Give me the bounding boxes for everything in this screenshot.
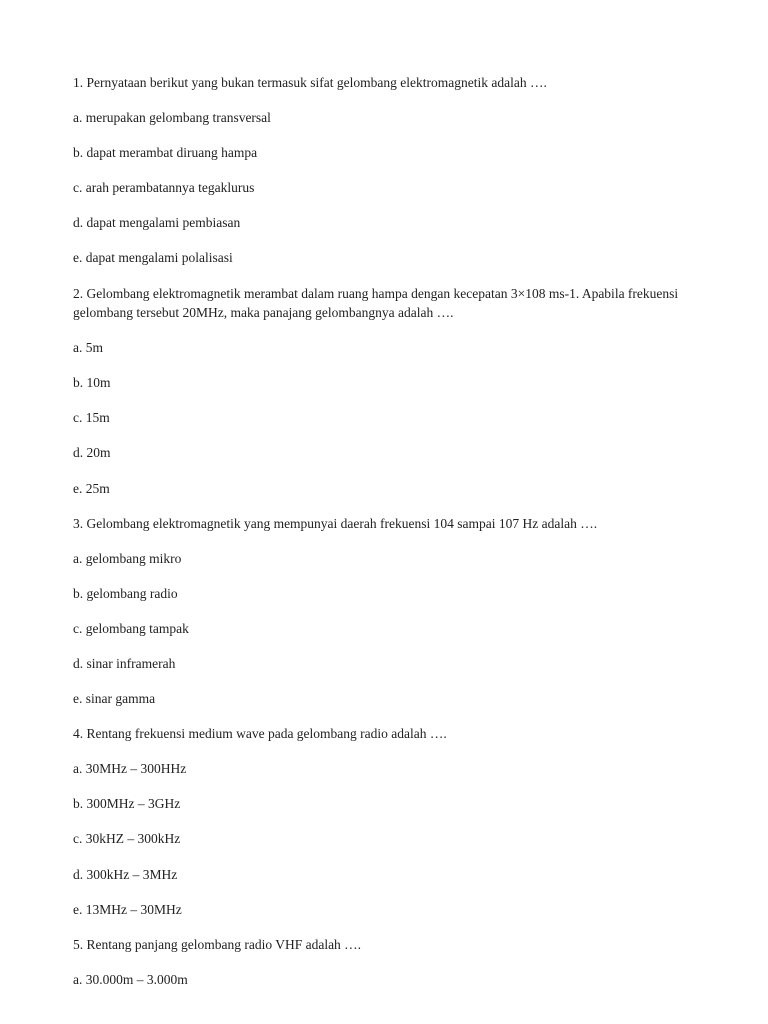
question-1-option-c: c. arah perambatannya tegaklurus xyxy=(73,180,255,196)
question-1-option-d: d. dapat mengalami pembiasan xyxy=(73,215,241,231)
question-1-option-e: e. dapat mengalami polalisasi xyxy=(73,250,233,266)
question-4-option-d: d. 300kHz – 3MHz xyxy=(73,866,178,882)
question-1-option-b: b. dapat merambat diruang hampa xyxy=(73,145,258,161)
question-2-option-e: e. 25m xyxy=(73,480,110,496)
question-4-text: 4. Rentang frekuensi medium wave pada gelombang radio adalah …. xyxy=(73,726,447,742)
question-3-text: 3. Gelombang elektromagnetik yang mempunyai daerah frekuensi 104 sampai 107 Hz adalah …. xyxy=(73,515,598,531)
question-2-option-a: a. 5m xyxy=(73,340,103,356)
question-4-option-a: a. 30MHz – 300HHz xyxy=(73,761,187,777)
document-page xyxy=(73,73,703,1005)
question-3-option-a: a. gelombang mikro xyxy=(73,550,182,566)
question-3-option-d: d. sinar inframerah xyxy=(73,656,176,671)
question-2-option-b: b. 10m xyxy=(73,375,111,391)
question-2-text: 2. Gelombang elektromagnetik merambat dalam ruang hampa dengan kecepatan 3×108 ms-1. Apabila frekuensi gelombang tersebut 20MHz, maka panajang gelombangnya adalah …. xyxy=(73,285,679,321)
question-4-option-c: c. 30kHZ – 300kHz xyxy=(73,831,181,847)
question-4-option-e: e. 13MHz – 30MHz xyxy=(73,901,182,917)
question-3-option-b: b. gelombang radio xyxy=(73,585,178,601)
question-3-option-c: c. gelombang tampak xyxy=(73,620,189,636)
question-3-option-e: e. sinar gamma xyxy=(73,691,156,707)
question-1-text: 1. Pernyataan berikut yang bukan termasuk sifat gelombang elektromagnetik adalah …. xyxy=(73,75,547,90)
question-4-option-b: b. 300MHz – 3GHz xyxy=(73,796,181,812)
question-2-option-d: d. 20m xyxy=(73,445,111,461)
question-5-option-a: a. 30.000m – 3.000m xyxy=(73,971,188,987)
question-5-text: 5. Rentang panjang gelombang radio VHF adalah …. xyxy=(73,936,362,952)
question-2-option-c: c. 15m xyxy=(73,410,110,426)
question-1-option-a: a. merupakan gelombang transversal xyxy=(73,110,271,126)
